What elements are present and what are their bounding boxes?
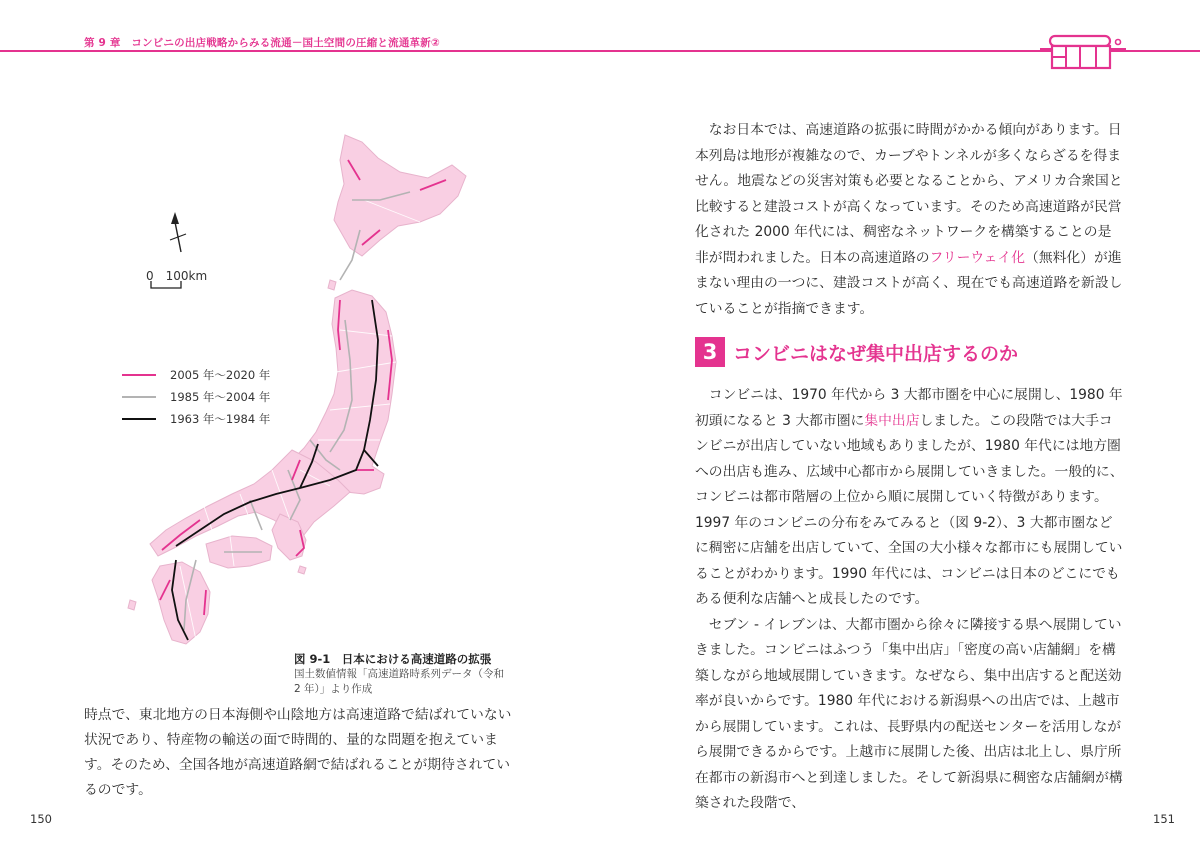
legend-label: 1985 年～2004 年 bbox=[170, 390, 271, 404]
chapter-header: 第 9 章 コンビニの出店戦略からみる流通－国土空間の圧縮と流通革新② bbox=[84, 37, 441, 49]
text-run: コンビニは、1970 年代から 3 大都市圏を中心に展開し、1980 年初頭になると 3 大都市圏に bbox=[695, 387, 1123, 429]
legend-item-2005-2020 bbox=[122, 364, 270, 386]
legend-swatch bbox=[122, 374, 156, 376]
figure-caption-source: 国土数値情報「高速道路時系列データ（令和 2 年）」より作成 bbox=[294, 668, 504, 695]
legend-label: 1963 年～1984 年 bbox=[170, 412, 271, 426]
header-rule bbox=[0, 50, 1200, 52]
right-paragraph-3: セブン - イレブンは、大都市圏から徐々に隣接する県へ展開していきました。コンビニはふつう「集中出店」「密度の高い店舗網」を構築しながら地域展開していきます。なぜなら、集中出店すると配送効率が良いからです。1980 年代における新潟県への出店では、上越市から展開しています。これは、長野県内の配送センターを活用しながら展開できるからです。上越市に展開した後、出店は北上し、県庁所在都市の新潟市へと到達しました。そして新潟県に稠密な店舗網が構築された段階で、 bbox=[695, 616, 1123, 811]
scale-bar bbox=[150, 281, 182, 289]
section-heading bbox=[695, 336, 1018, 368]
legend-swatch bbox=[122, 418, 156, 420]
page-number-right: 151 bbox=[1153, 812, 1175, 826]
map-legend bbox=[122, 364, 270, 430]
right-paragraph-2 bbox=[695, 383, 1125, 613]
store-icon bbox=[1040, 30, 1126, 70]
text-run: （無料化）が進まない理由の一つに、建設コストが高く、現在でも高速道路を新設していることが指摘できます。 bbox=[695, 249, 1123, 317]
section-number-badge: 3 bbox=[695, 337, 725, 367]
legend-item-1963-1984 bbox=[122, 408, 270, 430]
north-arrow-icon bbox=[162, 210, 192, 255]
section-title: コンビニはなぜ集中出店するのか bbox=[733, 342, 1019, 365]
highlight-term-concentrated: 集中出店 bbox=[864, 412, 920, 429]
scale-label: 0 100km bbox=[146, 269, 208, 283]
text-run: しました。この段階では大手コンビニが出店していない地域もありましたが、1980 年代には地方圏への出店も進み、広域中心都市から展開していきました。一般的に、コンビニは都市階層の上位から順に展開していく特徴があります。1997 年のコンビニの分布をみてみると（図 9-2）、3 大都市圏などに稠密に店舗を出店していて、全国の大小様々な都市にも展開していることがわかります。1990 年代には、コンビニは日本のどこにでもある便利な店舗へと成長したのです。 bbox=[695, 412, 1124, 607]
highlight-term-freeway: フリーウェイ化 bbox=[929, 249, 1026, 266]
legend-swatch bbox=[122, 396, 156, 398]
right-paragraph-1 bbox=[695, 118, 1125, 322]
text-run: なお日本では、高速道路の拡張に時間がかかる傾向があります。日本列島は地形が複雑なので、カーブやトンネルが多くならざるを得ません。地震などの災害対策も必要となることから、アメリカ合衆国と比較すると建設コストが高くなっています。そのため高速道路が民営化された 2000 年代には、稠密なネットワークを構築することの是非が問われました。日本の高速道路の bbox=[695, 122, 1123, 266]
right-paragraphs bbox=[695, 383, 1125, 817]
figure-caption-title: 図 9-1 日本における高速道路の拡張 bbox=[294, 652, 492, 666]
left-page-paragraph: 時点で、東北地方の日本海側や山陰地方は高速道路で結ばれていない状況であり、特産物の輸送の面で時間的、量的な問題を抱えています。そのため、全国各地が高速道路網で結ばれることが期待されているのです。 bbox=[84, 707, 512, 798]
legend-item-1985-2004 bbox=[122, 386, 270, 408]
page-number-left: 150 bbox=[30, 812, 52, 826]
legend-label: 2005 年～2020 年 bbox=[170, 368, 271, 382]
